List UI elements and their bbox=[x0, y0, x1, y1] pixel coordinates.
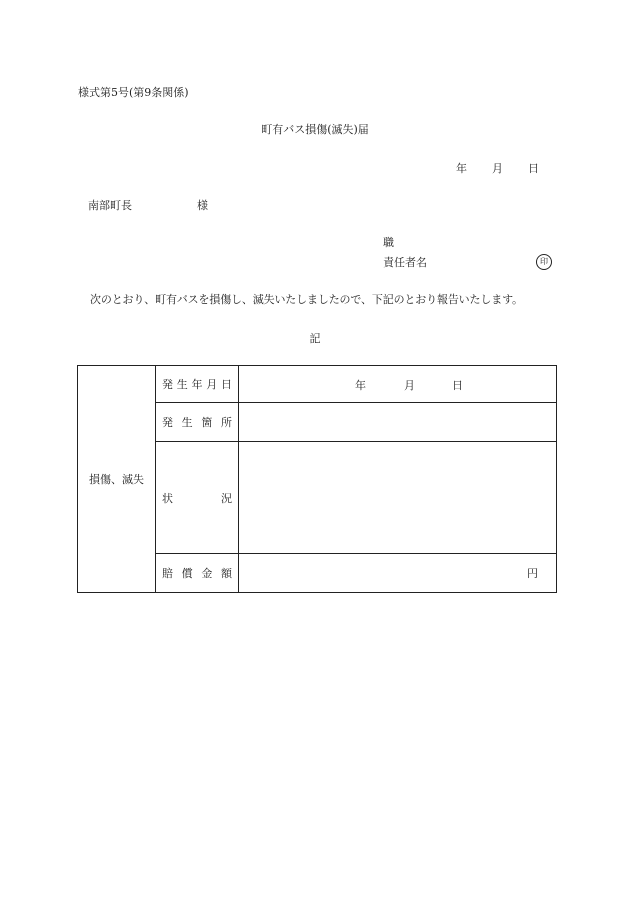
date-month: 月 bbox=[492, 162, 503, 175]
position-label: 職 bbox=[383, 236, 394, 249]
row-header-damage-loss: 損傷、滅失 bbox=[78, 366, 156, 593]
body-text: 次のとおり、町有バスを損傷し、滅失いたしましたので、下記のとおり報告いたします。 bbox=[90, 293, 523, 306]
table-date-year: 年 bbox=[355, 379, 366, 392]
report-table bbox=[77, 365, 557, 593]
seal-mark: 印 bbox=[536, 254, 552, 270]
compensation-label-text: 賠 償 金 額 bbox=[162, 567, 232, 580]
status-label-text: 状 況 bbox=[162, 491, 232, 505]
date-day: 日 bbox=[528, 162, 539, 175]
responsible-person-label: 責任者名 bbox=[383, 256, 427, 269]
occurrence-date-label-text: 発 生 年 月 日 bbox=[162, 378, 232, 391]
compensation-label bbox=[156, 554, 239, 593]
occurrence-place-value[interactable] bbox=[239, 403, 557, 442]
occurrence-date-value[interactable] bbox=[239, 366, 557, 403]
addressee-honorific: 様 bbox=[197, 199, 208, 212]
ki-label: 記 bbox=[309, 332, 321, 345]
compensation-value[interactable] bbox=[239, 554, 557, 593]
occurrence-place-label bbox=[156, 403, 239, 442]
table-date-month: 月 bbox=[404, 379, 415, 392]
occurrence-date-label bbox=[156, 366, 239, 403]
table-date-day: 日 bbox=[452, 379, 463, 392]
addressee-name: 南部町長 bbox=[88, 199, 132, 212]
date-year: 年 bbox=[456, 162, 467, 175]
yen-unit: 円 bbox=[527, 567, 538, 580]
form-number: 様式第5号(第9条関係) bbox=[78, 86, 189, 99]
document-title: 町有バス損傷(滅失)届 bbox=[261, 123, 369, 136]
status-value[interactable] bbox=[239, 442, 557, 554]
occurrence-place-label-text: 発 生 箇 所 bbox=[162, 416, 232, 429]
status-label bbox=[156, 442, 239, 554]
